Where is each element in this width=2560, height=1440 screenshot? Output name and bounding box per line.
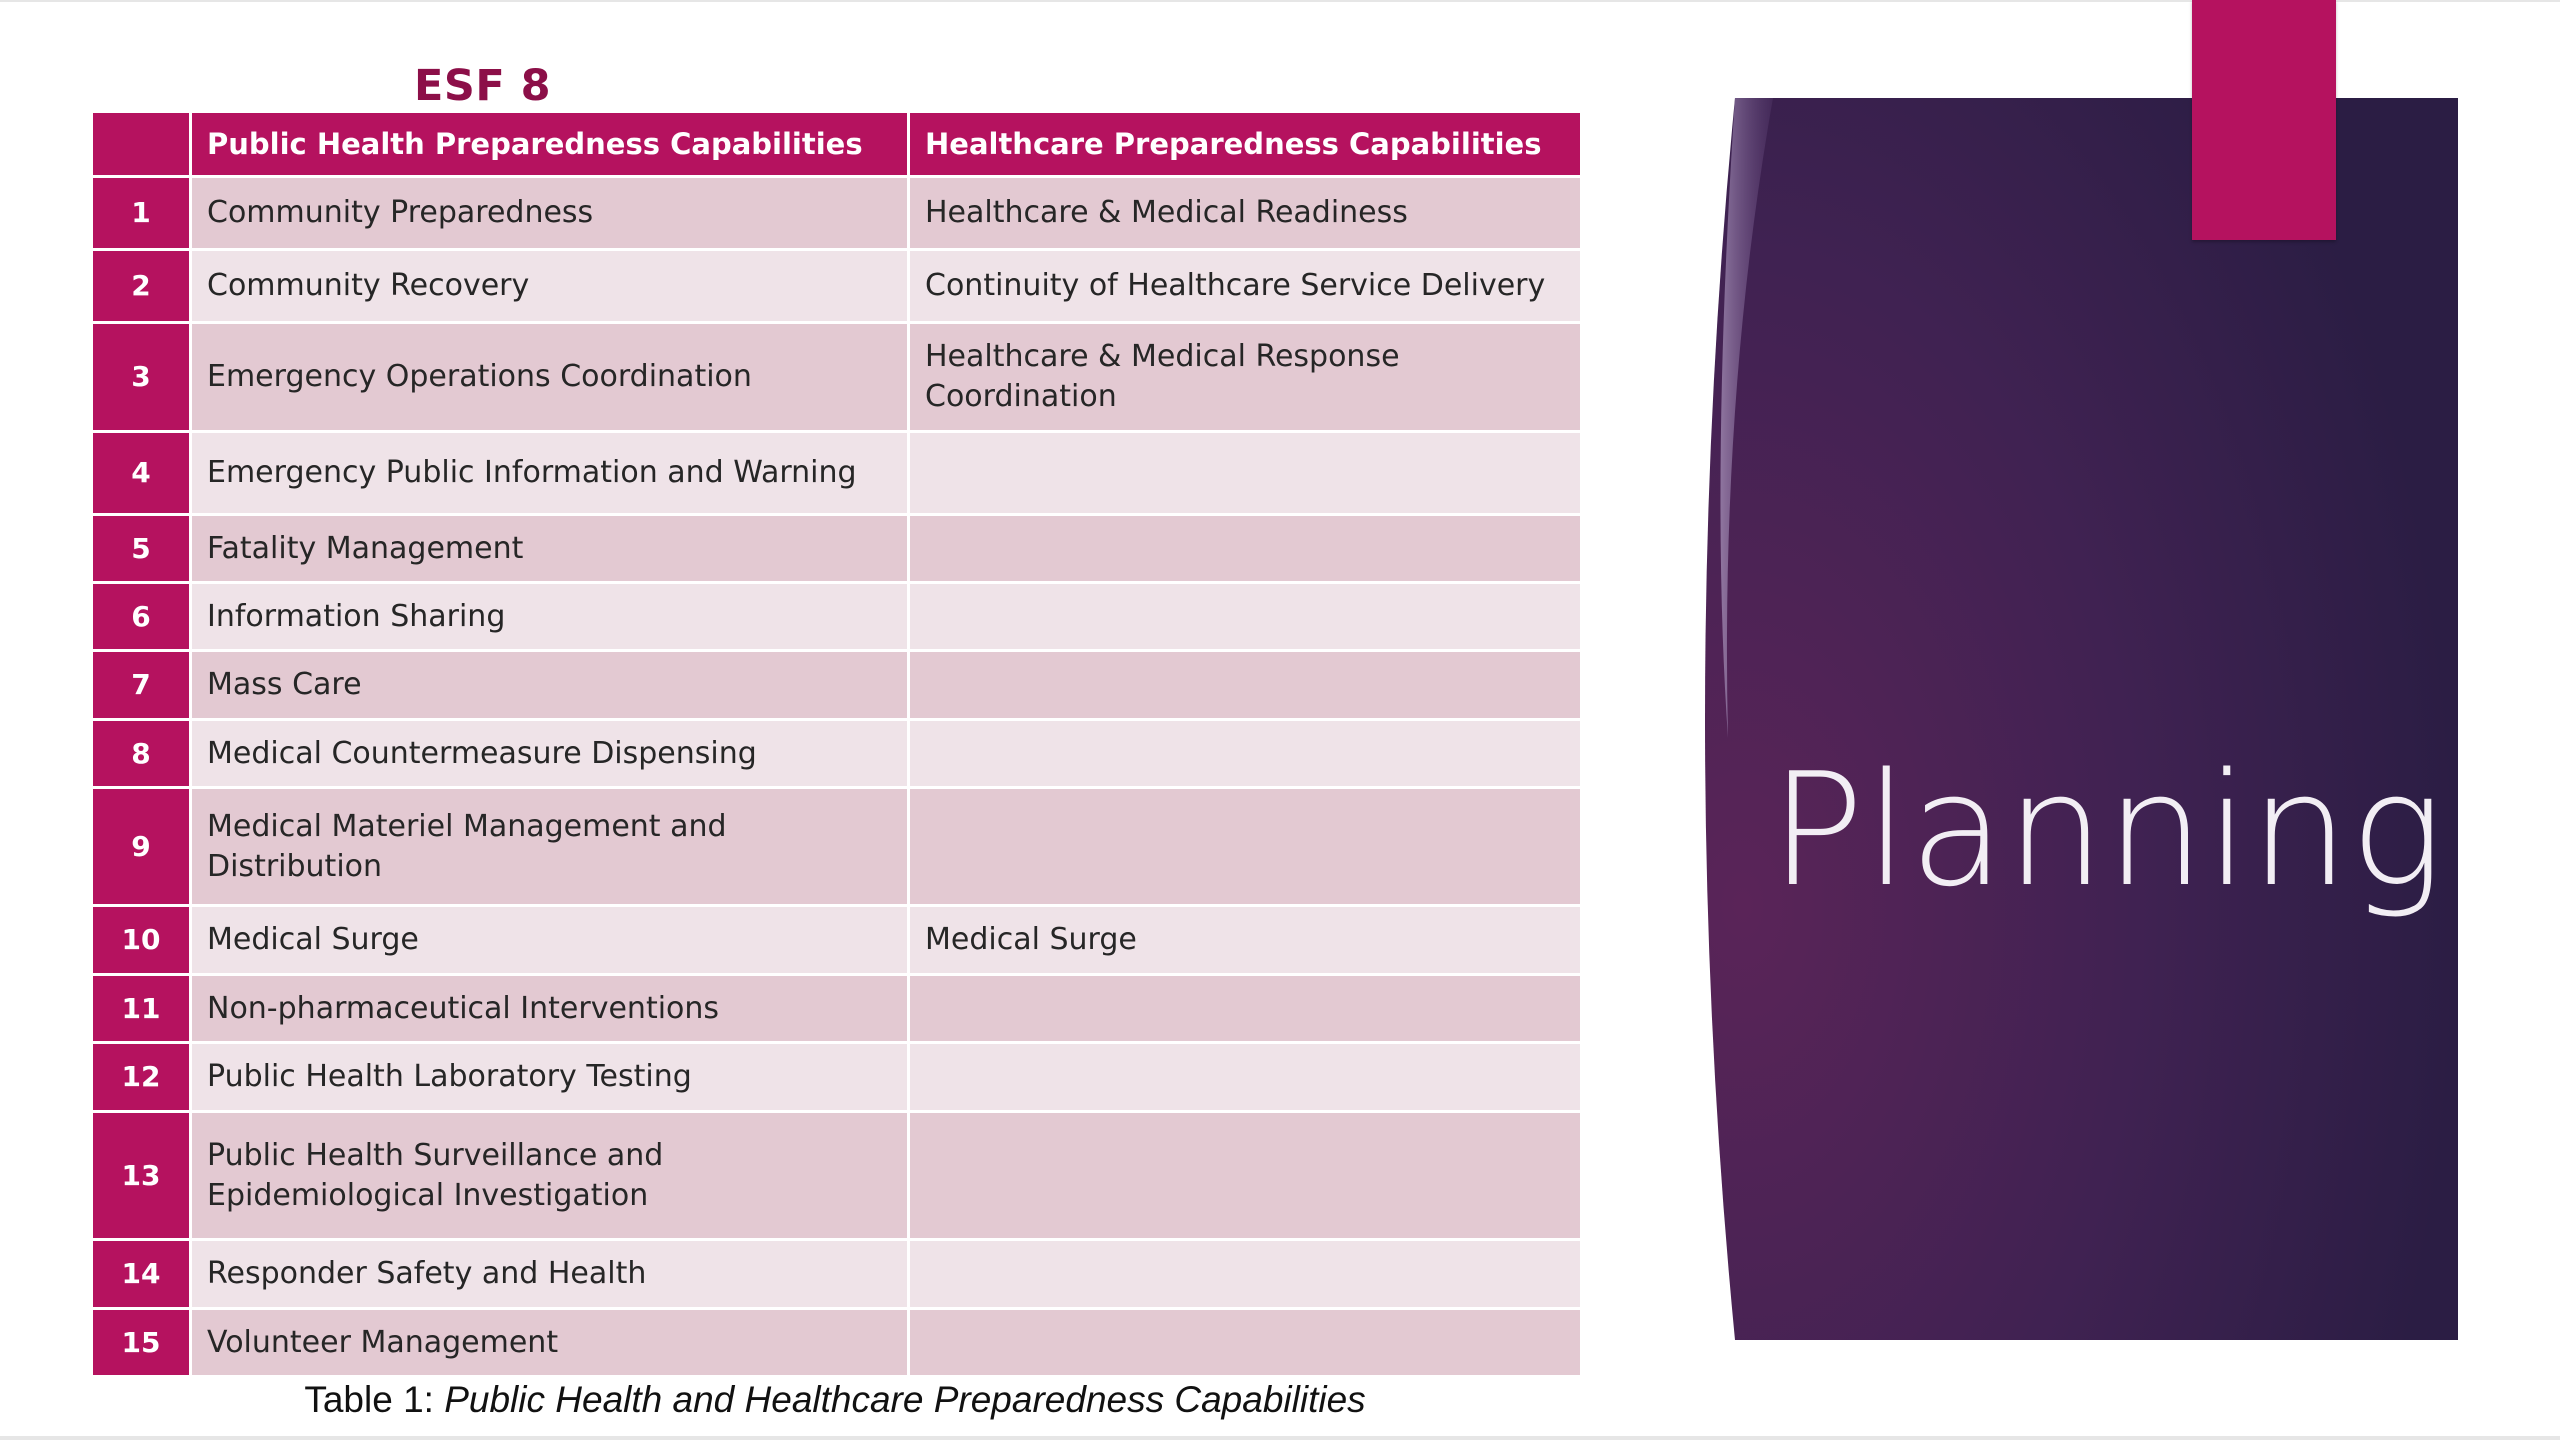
top-divider [0, 0, 2560, 2]
healthcare-cell [909, 975, 1582, 1043]
header-number [92, 112, 191, 177]
table-row [92, 177, 1582, 250]
public-health-cell: Community Recovery [191, 250, 909, 323]
caption-title: Public Health and Healthcare Preparedness Capabilities [444, 1379, 1366, 1420]
healthcare-cell [909, 788, 1582, 906]
healthcare-cell: Healthcare & Medical Response Coordination [909, 323, 1582, 432]
healthcare-cell [909, 1112, 1582, 1240]
public-health-cell: Emergency Operations Coordination [191, 323, 909, 432]
table-row [92, 432, 1582, 515]
panel-background [1690, 98, 2458, 1340]
table-header-row [92, 112, 1582, 177]
row-number: 9 [92, 788, 191, 906]
public-health-cell: Non-pharmaceutical Interventions [191, 975, 909, 1043]
healthcare-cell: Continuity of Healthcare Service Delivery [909, 250, 1582, 323]
healthcare-cell [909, 720, 1582, 788]
planning-panel [1690, 98, 2458, 1340]
public-health-cell: Volunteer Management [191, 1309, 909, 1377]
header-public-health: Public Health Preparedness Capabilities [191, 112, 909, 177]
table-row [92, 651, 1582, 720]
table-row [92, 250, 1582, 323]
table-row [92, 906, 1582, 975]
table-row [92, 975, 1582, 1043]
bottom-divider [0, 1436, 2560, 1440]
healthcare-cell [909, 651, 1582, 720]
row-number: 14 [92, 1240, 191, 1309]
table-row [92, 788, 1582, 906]
capabilities-table [90, 110, 1583, 1378]
public-health-cell: Public Health Surveillance and Epidemiological Investigation [191, 1112, 909, 1240]
healthcare-cell [909, 515, 1582, 583]
public-health-cell: Mass Care [191, 651, 909, 720]
public-health-cell: Emergency Public Information and Warning [191, 432, 909, 515]
table-caption [0, 1376, 1670, 1424]
public-health-cell: Public Health Laboratory Testing [191, 1043, 909, 1112]
panel-title: Planning [1770, 739, 2445, 921]
public-health-cell: Medical Materiel Management and Distribution [191, 788, 909, 906]
header-healthcare: Healthcare Preparedness Capabilities [909, 112, 1582, 177]
row-number: 3 [92, 323, 191, 432]
row-number: 4 [92, 432, 191, 515]
row-number: 2 [92, 250, 191, 323]
public-health-cell: Community Preparedness [191, 177, 909, 250]
row-number: 6 [92, 583, 191, 651]
accent-tab [2192, 0, 2336, 240]
table-row [92, 323, 1582, 432]
public-health-cell: Medical Countermeasure Dispensing [191, 720, 909, 788]
table-row [92, 1112, 1582, 1240]
healthcare-cell [909, 1309, 1582, 1377]
healthcare-cell [909, 1043, 1582, 1112]
row-number: 12 [92, 1043, 191, 1112]
row-number: 7 [92, 651, 191, 720]
table-row [92, 1240, 1582, 1309]
row-number: 11 [92, 975, 191, 1043]
table-row [92, 515, 1582, 583]
table-row [92, 1043, 1582, 1112]
public-health-cell: Information Sharing [191, 583, 909, 651]
table-row [92, 1309, 1582, 1377]
row-number: 1 [92, 177, 191, 250]
healthcare-cell: Medical Surge [909, 906, 1582, 975]
row-number: 8 [92, 720, 191, 788]
healthcare-cell: Healthcare & Medical Readiness [909, 177, 1582, 250]
row-number: 15 [92, 1309, 191, 1377]
public-health-cell: Responder Safety and Health [191, 1240, 909, 1309]
table-row [92, 583, 1582, 651]
healthcare-cell [909, 1240, 1582, 1309]
healthcare-cell [909, 583, 1582, 651]
table-row [92, 720, 1582, 788]
row-number: 5 [92, 515, 191, 583]
public-health-cell: Fatality Management [191, 515, 909, 583]
public-health-cell: Medical Surge [191, 906, 909, 975]
row-number: 13 [92, 1112, 191, 1240]
caption-prefix: Table 1: [304, 1379, 445, 1420]
esf-title: ESF 8 [414, 61, 552, 111]
row-number: 10 [92, 906, 191, 975]
healthcare-cell [909, 432, 1582, 515]
